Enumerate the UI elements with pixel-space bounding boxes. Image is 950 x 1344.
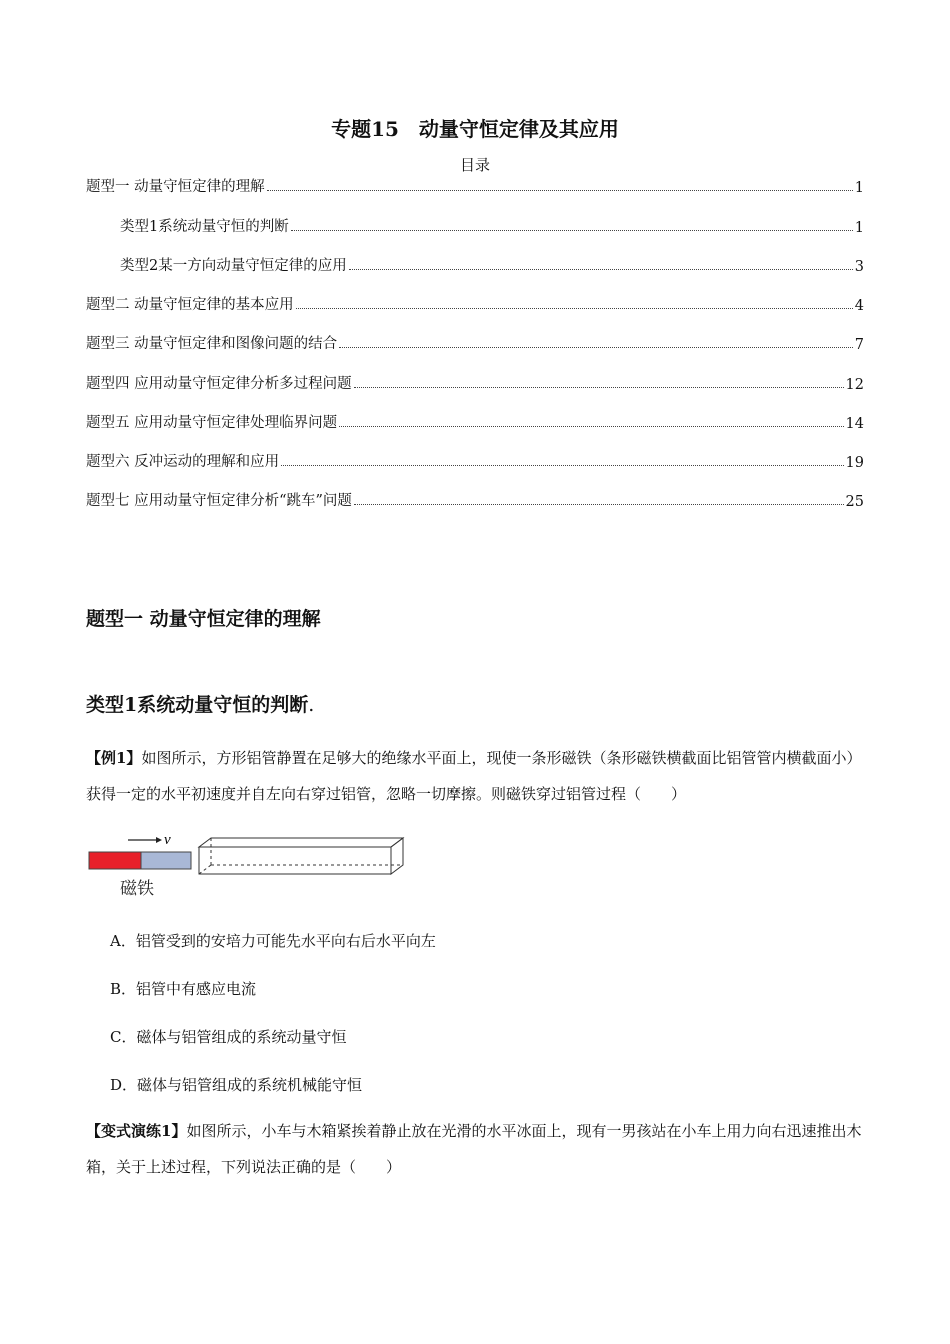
toc-leader xyxy=(354,504,844,505)
option-d[interactable]: D．磁体与铝管组成的系统机械能守恒 xyxy=(110,1076,363,1094)
subsection-heading-text: 类型1系统动量守恒的判断 xyxy=(86,694,309,716)
toc-leader xyxy=(354,387,844,388)
toc-entry-label: 题型七 应用动量守恒定律分析“跳车”问题 xyxy=(86,493,352,509)
example-1-tag: 【例1】 xyxy=(86,749,142,767)
toc-entry[interactable] xyxy=(86,373,864,393)
toc-entry-page: 4 xyxy=(854,298,864,314)
subsection-heading xyxy=(86,690,314,717)
toc-entry[interactable] xyxy=(86,451,864,471)
toc-entry-label: 题型二 动量守恒定律的基本应用 xyxy=(86,297,294,313)
toc-entry[interactable] xyxy=(86,333,864,353)
toc-entry-label: 题型四 应用动量守恒定律分析多过程问题 xyxy=(86,376,352,392)
toc-entry[interactable] xyxy=(86,490,864,510)
magnet-label: 磁铁 xyxy=(120,879,154,899)
toc-entry-label: 类型2某一方向动量守恒定律的应用 xyxy=(120,258,347,274)
toc-leader xyxy=(349,269,853,270)
toc-leader xyxy=(296,308,853,309)
option-c[interactable]: C．磁体与铝管组成的系统动量守恒 xyxy=(110,1028,347,1046)
toc-leader xyxy=(281,465,843,466)
toc-entry-label: 题型六 反冲运动的理解和应用 xyxy=(86,454,280,470)
toc-leader xyxy=(267,190,853,191)
toc-entry-page: 12 xyxy=(845,377,864,393)
toc-entry-page: 19 xyxy=(845,455,864,471)
section-heading: 题型一 动量守恒定律的理解 xyxy=(86,608,321,630)
toc-entry-page: 25 xyxy=(845,494,864,510)
toc-entry[interactable] xyxy=(86,176,864,196)
variant-1-text: 如图所示，小车与木箱紧挨着静止放在光滑的水平冰面上，现有一男孩站在小车上用力向右迅速推出木箱，关于上述过程，下列说法正确的是（ ） xyxy=(86,1122,862,1176)
magnet-north-pole xyxy=(89,852,141,869)
toc-entry[interactable] xyxy=(86,412,864,432)
variant-1-tag: 【变式演练1】 xyxy=(86,1122,187,1140)
example-1-question xyxy=(86,740,864,812)
variant-1-question xyxy=(86,1113,864,1185)
toc-entry-page: 7 xyxy=(854,337,864,353)
toc-entry[interactable] xyxy=(120,216,864,236)
toc-entry[interactable] xyxy=(120,255,864,275)
toc-entry-page: 1 xyxy=(854,220,864,236)
toc-leader xyxy=(339,347,853,348)
toc-entry-label: 题型五 应用动量守恒定律处理临界问题 xyxy=(86,415,338,431)
toc-entry-label: 类型1系统动量守恒的判断 xyxy=(120,219,289,235)
toc-heading: 目录 xyxy=(459,156,490,174)
toc-entry-label: 题型一 动量守恒定律的理解 xyxy=(86,179,265,195)
velocity-arrowhead xyxy=(156,837,162,843)
toc-entry-label: 题型三 动量守恒定律和图像问题的结合 xyxy=(86,336,338,352)
toc-entry-page: 14 xyxy=(845,416,864,432)
page-title: 专题15 动量守恒定律及其应用 xyxy=(331,117,619,141)
subsection-heading-suffix: . xyxy=(308,694,315,716)
aluminum-tube xyxy=(199,838,403,874)
toc-entry[interactable] xyxy=(86,294,864,314)
velocity-label: v xyxy=(164,832,171,848)
magnet-south-pole xyxy=(141,852,191,869)
option-b[interactable]: B．铝管中有感应电流 xyxy=(110,980,257,998)
toc-leader xyxy=(291,230,853,231)
toc-leader xyxy=(339,426,843,427)
toc-entry-page: 3 xyxy=(854,259,864,275)
option-a[interactable]: A．铝管受到的安培力可能先水平向右后水平向左 xyxy=(110,932,436,950)
toc-entry-page: 1 xyxy=(854,180,864,196)
example-1-text: 如图所示，方形铝管静置在足够大的绝缘水平面上，现使一条形磁铁（条形磁铁横截面比铝管管内横截面小）获得一定的水平初速度并自左向右穿过铝管，忽略一切摩擦。则磁铁穿过铝管过程（ ） xyxy=(86,749,862,803)
